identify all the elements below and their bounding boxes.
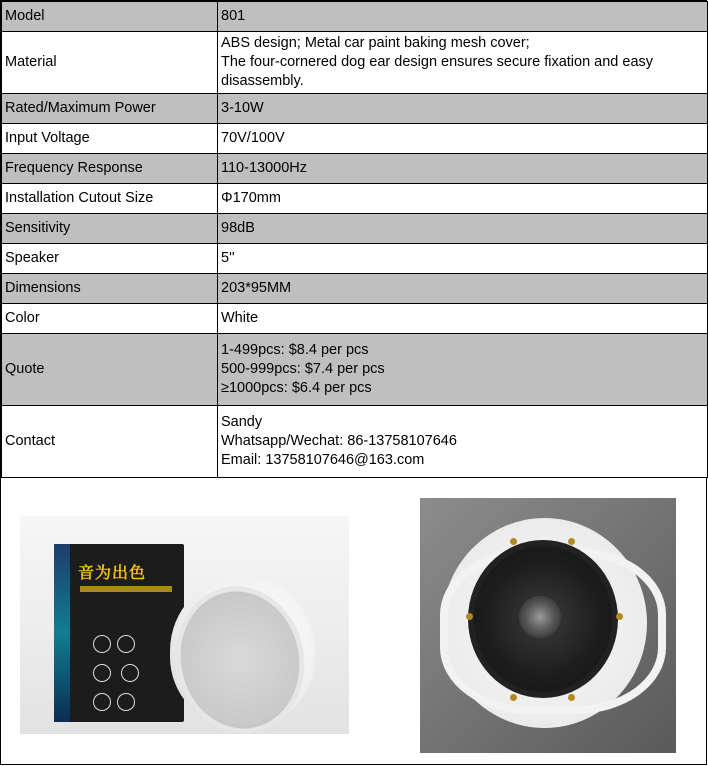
row-value: Φ170mm: [218, 184, 708, 214]
row-value: 203*95MM: [218, 274, 708, 304]
table-row: [2, 94, 708, 124]
screw-icon: [510, 694, 517, 701]
table-row: [2, 406, 708, 478]
screw-icon: [568, 694, 575, 701]
feature-icon: [93, 664, 111, 682]
value-line: Email: 13758107646@163.com: [221, 452, 425, 468]
screw-icon: [616, 613, 623, 620]
screw-icon: [510, 538, 517, 545]
row-label: Sensitivity: [2, 214, 218, 244]
value-line: Sandy: [221, 414, 263, 430]
feature-icon: [93, 693, 111, 711]
spec-table: [1, 1, 708, 478]
row-value: [218, 32, 708, 94]
screw-icon: [466, 613, 473, 620]
row-value: [218, 406, 708, 478]
box-subtitle-bar: [80, 586, 172, 592]
value-line: ABS design; Metal car paint baking mesh cover;: [221, 35, 530, 51]
value-line: disassembly.: [221, 73, 304, 89]
row-label: Installation Cutout Size: [2, 184, 218, 214]
value-line: The four-cornered dog ear design ensures secure fixation and easy: [221, 54, 654, 70]
table-row: [2, 154, 708, 184]
row-label: Rated/Maximum Power: [2, 94, 218, 124]
table-row: [2, 244, 708, 274]
row-value: 5'': [218, 244, 708, 274]
row-label: Frequency Response: [2, 154, 218, 184]
value-line: Whatsapp/Wechat: 86-13758107646: [221, 433, 457, 449]
row-value: 70V/100V: [218, 124, 708, 154]
row-value: White: [218, 304, 708, 334]
feature-icon: [117, 635, 135, 653]
box-feature-icons: [90, 632, 160, 692]
row-label: Contact: [2, 406, 218, 478]
table-row: [2, 304, 708, 334]
box-brand-logo: 音为出色: [78, 563, 147, 582]
row-label: Material: [2, 32, 218, 94]
table-row: [2, 124, 708, 154]
feature-icon: [93, 635, 111, 653]
product-photo-speaker-front: [420, 498, 676, 753]
product-photo-box-and-speaker: [20, 516, 349, 734]
row-value: 801: [218, 2, 708, 32]
row-value: 3-10W: [218, 94, 708, 124]
row-value: 98dB: [218, 214, 708, 244]
table-row: [2, 274, 708, 304]
row-label: Dimensions: [2, 274, 218, 304]
row-value: 110-13000Hz: [218, 154, 708, 184]
value-line: 500-999pcs: $7.4 per pcs: [221, 361, 385, 377]
row-value: [218, 334, 708, 406]
product-photos: [1, 478, 708, 766]
value-line: 1-499pcs: $8.4 per pcs: [221, 342, 369, 358]
tweeter: [519, 596, 561, 638]
value-line: ≥1000pcs: $6.4 per pcs: [221, 380, 372, 396]
retail-box-side: [54, 544, 70, 722]
table-row: [2, 184, 708, 214]
table-row: [2, 214, 708, 244]
row-label: Model: [2, 2, 218, 32]
feature-icon: [121, 664, 139, 682]
screw-icon: [568, 538, 575, 545]
row-label: Color: [2, 304, 218, 334]
table-row: [2, 32, 708, 94]
table-row: [2, 334, 708, 406]
row-label: Quote: [2, 334, 218, 406]
row-label: Speaker: [2, 244, 218, 274]
row-label: Input Voltage: [2, 124, 218, 154]
table-row: [2, 2, 708, 32]
feature-icon: [117, 693, 135, 711]
